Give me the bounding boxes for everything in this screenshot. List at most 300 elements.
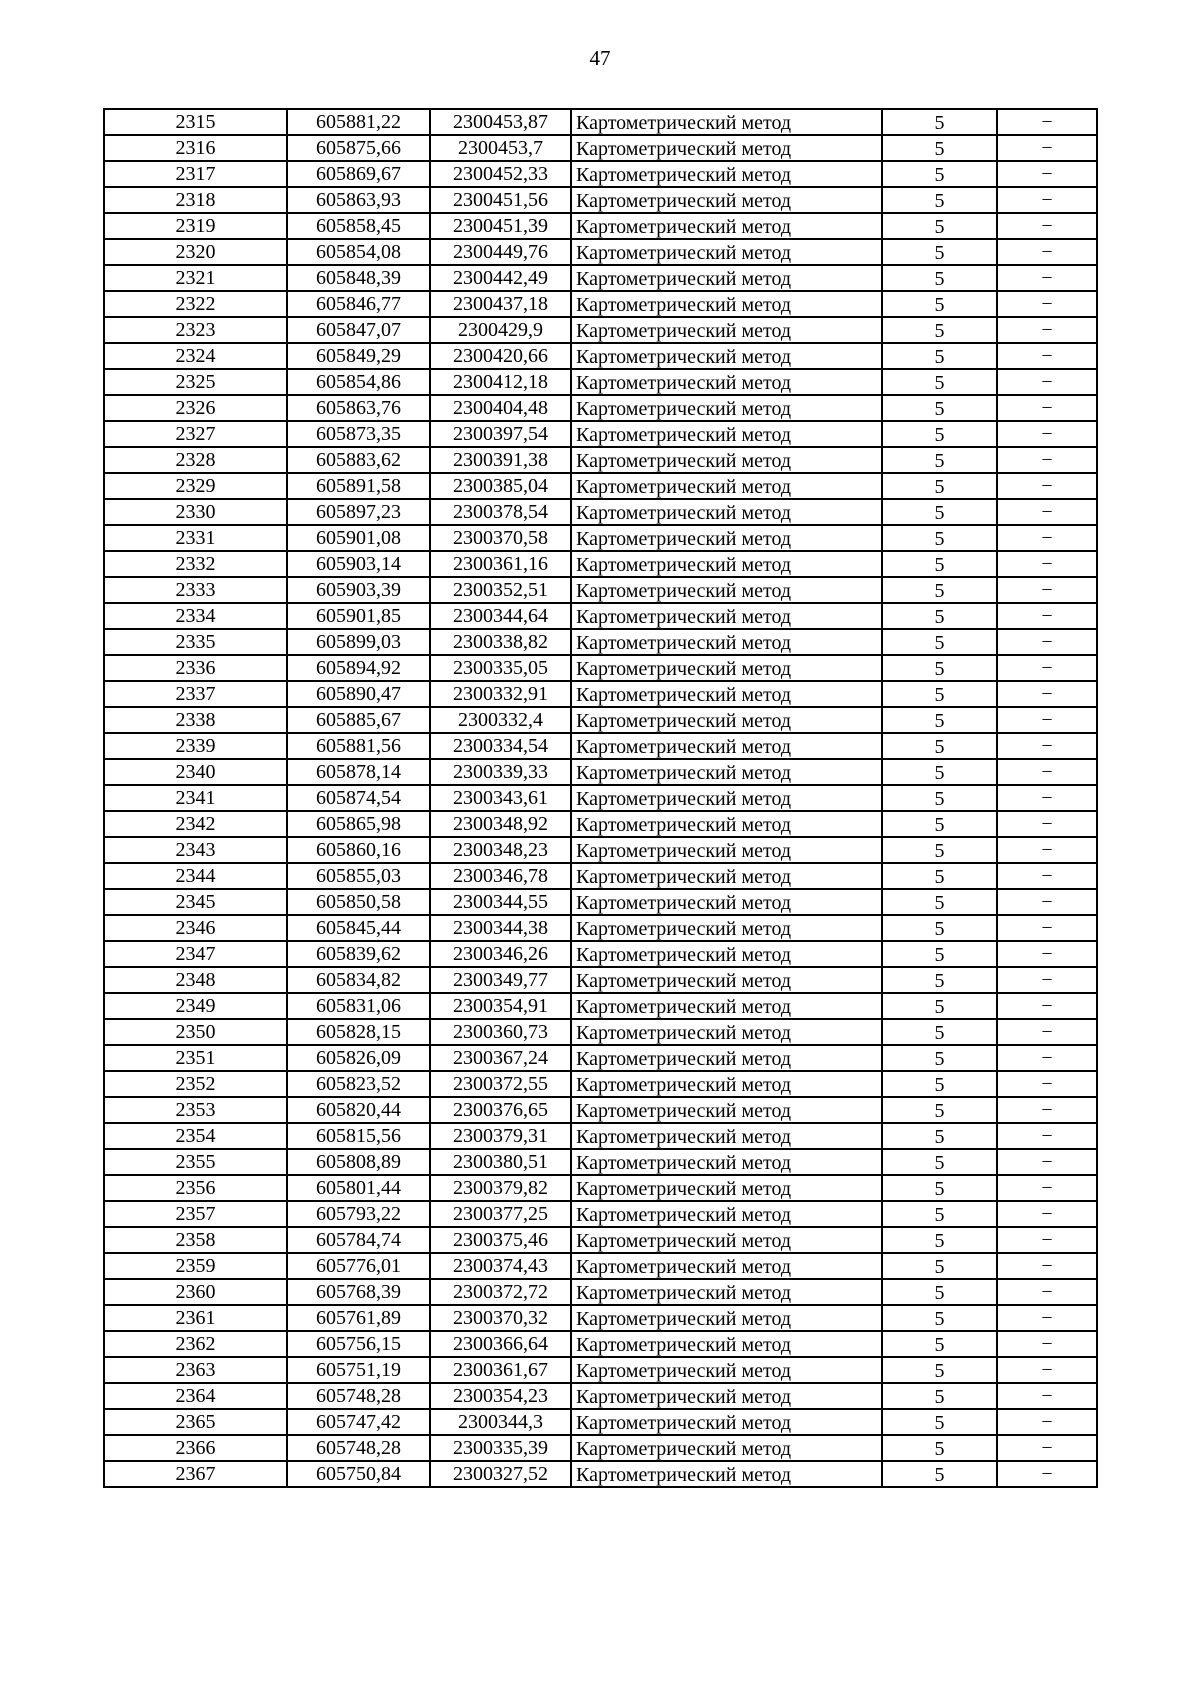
point-number-cell: 2315: [104, 109, 287, 135]
note-cell: −: [997, 343, 1097, 369]
note-cell: −: [997, 1383, 1097, 1409]
accuracy-cell: 5: [882, 421, 997, 447]
x-coordinate-cell: 605834,82: [287, 967, 430, 993]
y-coordinate-cell: 2300360,73: [430, 1019, 571, 1045]
table-row: [104, 603, 1097, 629]
note-cell: −: [997, 1097, 1097, 1123]
method-cell: Картометрический метод: [571, 603, 882, 629]
method-cell: Картометрический метод: [571, 343, 882, 369]
point-number-cell: 2325: [104, 369, 287, 395]
y-coordinate-cell: 2300327,52: [430, 1461, 571, 1487]
x-coordinate-cell: 605863,93: [287, 187, 430, 213]
table-row: [104, 837, 1097, 863]
note-cell: −: [997, 811, 1097, 837]
table-row: [104, 967, 1097, 993]
point-number-cell: 2344: [104, 863, 287, 889]
table-row: [104, 941, 1097, 967]
point-number-cell: 2340: [104, 759, 287, 785]
point-number-cell: 2359: [104, 1253, 287, 1279]
note-cell: −: [997, 993, 1097, 1019]
point-number-cell: 2337: [104, 681, 287, 707]
method-cell: Картометрический метод: [571, 1175, 882, 1201]
point-number-cell: 2353: [104, 1097, 287, 1123]
accuracy-cell: 5: [882, 1305, 997, 1331]
note-cell: −: [997, 1331, 1097, 1357]
y-coordinate-cell: 2300420,66: [430, 343, 571, 369]
y-coordinate-cell: 2300338,82: [430, 629, 571, 655]
x-coordinate-cell: 605865,98: [287, 811, 430, 837]
method-cell: Картометрический метод: [571, 395, 882, 421]
x-coordinate-cell: 605858,45: [287, 213, 430, 239]
table-row: [104, 291, 1097, 317]
x-coordinate-cell: 605850,58: [287, 889, 430, 915]
method-cell: Картометрический метод: [571, 265, 882, 291]
x-coordinate-cell: 605784,74: [287, 1227, 430, 1253]
x-coordinate-cell: 605826,09: [287, 1045, 430, 1071]
table-row: [104, 681, 1097, 707]
table-row: [104, 1097, 1097, 1123]
accuracy-cell: 5: [882, 733, 997, 759]
method-cell: Картометрический метод: [571, 1123, 882, 1149]
accuracy-cell: 5: [882, 473, 997, 499]
x-coordinate-cell: 605860,16: [287, 837, 430, 863]
y-coordinate-cell: 2300378,54: [430, 499, 571, 525]
method-cell: Картометрический метод: [571, 187, 882, 213]
note-cell: −: [997, 915, 1097, 941]
method-cell: Картометрический метод: [571, 785, 882, 811]
method-cell: Картометрический метод: [571, 1435, 882, 1461]
accuracy-cell: 5: [882, 837, 997, 863]
accuracy-cell: 5: [882, 915, 997, 941]
method-cell: Картометрический метод: [571, 1097, 882, 1123]
accuracy-cell: 5: [882, 1409, 997, 1435]
table-row: [104, 109, 1097, 135]
accuracy-cell: 5: [882, 265, 997, 291]
table-row: [104, 317, 1097, 343]
point-number-cell: 2319: [104, 213, 287, 239]
y-coordinate-cell: 2300429,9: [430, 317, 571, 343]
accuracy-cell: 5: [882, 161, 997, 187]
note-cell: −: [997, 473, 1097, 499]
accuracy-cell: 5: [882, 707, 997, 733]
method-cell: Картометрический метод: [571, 967, 882, 993]
table-row: [104, 1071, 1097, 1097]
note-cell: −: [997, 1123, 1097, 1149]
accuracy-cell: 5: [882, 551, 997, 577]
y-coordinate-cell: 2300346,78: [430, 863, 571, 889]
note-cell: −: [997, 759, 1097, 785]
point-number-cell: 2356: [104, 1175, 287, 1201]
point-number-cell: 2331: [104, 525, 287, 551]
table-row: [104, 1045, 1097, 1071]
point-number-cell: 2342: [104, 811, 287, 837]
table-row: [104, 343, 1097, 369]
table-row: [104, 811, 1097, 837]
point-number-cell: 2354: [104, 1123, 287, 1149]
method-cell: Картометрический метод: [571, 447, 882, 473]
note-cell: −: [997, 421, 1097, 447]
x-coordinate-cell: 605793,22: [287, 1201, 430, 1227]
point-number-cell: 2329: [104, 473, 287, 499]
x-coordinate-cell: 605828,15: [287, 1019, 430, 1045]
method-cell: Картометрический метод: [571, 1045, 882, 1071]
accuracy-cell: 5: [882, 525, 997, 551]
method-cell: Картометрический метод: [571, 889, 882, 915]
y-coordinate-cell: 2300397,54: [430, 421, 571, 447]
note-cell: −: [997, 863, 1097, 889]
point-number-cell: 2339: [104, 733, 287, 759]
y-coordinate-cell: 2300346,26: [430, 941, 571, 967]
table-row: [104, 1253, 1097, 1279]
accuracy-cell: 5: [882, 1149, 997, 1175]
x-coordinate-cell: 605883,62: [287, 447, 430, 473]
accuracy-cell: 5: [882, 1279, 997, 1305]
accuracy-cell: 5: [882, 1435, 997, 1461]
y-coordinate-cell: 2300380,51: [430, 1149, 571, 1175]
accuracy-cell: 5: [882, 343, 997, 369]
note-cell: −: [997, 1149, 1097, 1175]
point-number-cell: 2358: [104, 1227, 287, 1253]
note-cell: −: [997, 1201, 1097, 1227]
accuracy-cell: 5: [882, 655, 997, 681]
accuracy-cell: 5: [882, 1123, 997, 1149]
note-cell: −: [997, 655, 1097, 681]
table-row: [104, 1357, 1097, 1383]
accuracy-cell: 5: [882, 1357, 997, 1383]
note-cell: −: [997, 187, 1097, 213]
point-number-cell: 2324: [104, 343, 287, 369]
table-row: [104, 499, 1097, 525]
table-row: [104, 473, 1097, 499]
note-cell: −: [997, 577, 1097, 603]
note-cell: −: [997, 681, 1097, 707]
table-row: [104, 1383, 1097, 1409]
note-cell: −: [997, 213, 1097, 239]
table-row: [104, 1461, 1097, 1487]
method-cell: Картометрический метод: [571, 863, 882, 889]
accuracy-cell: 5: [882, 369, 997, 395]
table-row: [104, 655, 1097, 681]
x-coordinate-cell: 605903,39: [287, 577, 430, 603]
note-cell: −: [997, 707, 1097, 733]
method-cell: Картометрический метод: [571, 941, 882, 967]
x-coordinate-cell: 605891,58: [287, 473, 430, 499]
method-cell: Картометрический метод: [571, 629, 882, 655]
method-cell: Картометрический метод: [571, 837, 882, 863]
accuracy-cell: 5: [882, 317, 997, 343]
accuracy-cell: 5: [882, 889, 997, 915]
point-number-cell: 2335: [104, 629, 287, 655]
method-cell: Картометрический метод: [571, 681, 882, 707]
table-row: [104, 551, 1097, 577]
x-coordinate-cell: 605751,19: [287, 1357, 430, 1383]
y-coordinate-cell: 2300361,16: [430, 551, 571, 577]
note-cell: −: [997, 499, 1097, 525]
table-row: [104, 1279, 1097, 1305]
x-coordinate-cell: 605768,39: [287, 1279, 430, 1305]
x-coordinate-cell: 605748,28: [287, 1435, 430, 1461]
x-coordinate-cell: 605874,54: [287, 785, 430, 811]
note-cell: −: [997, 1435, 1097, 1461]
point-number-cell: 2357: [104, 1201, 287, 1227]
method-cell: Картометрический метод: [571, 1305, 882, 1331]
y-coordinate-cell: 2300379,31: [430, 1123, 571, 1149]
x-coordinate-cell: 605823,52: [287, 1071, 430, 1097]
note-cell: −: [997, 889, 1097, 915]
point-number-cell: 2365: [104, 1409, 287, 1435]
table-row: [104, 1123, 1097, 1149]
accuracy-cell: 5: [882, 213, 997, 239]
method-cell: Картометрический метод: [571, 1383, 882, 1409]
note-cell: −: [997, 1175, 1097, 1201]
method-cell: Картометрический метод: [571, 1409, 882, 1435]
table-row: [104, 1227, 1097, 1253]
note-cell: −: [997, 265, 1097, 291]
method-cell: Картометрический метод: [571, 1019, 882, 1045]
point-number-cell: 2327: [104, 421, 287, 447]
method-cell: Картометрический метод: [571, 1201, 882, 1227]
x-coordinate-cell: 605747,42: [287, 1409, 430, 1435]
point-number-cell: 2350: [104, 1019, 287, 1045]
point-number-cell: 2348: [104, 967, 287, 993]
point-number-cell: 2328: [104, 447, 287, 473]
y-coordinate-cell: 2300374,43: [430, 1253, 571, 1279]
y-coordinate-cell: 2300349,77: [430, 967, 571, 993]
note-cell: −: [997, 447, 1097, 473]
method-cell: Картометрический метод: [571, 655, 882, 681]
table-row: [104, 1149, 1097, 1175]
accuracy-cell: 5: [882, 1097, 997, 1123]
point-number-cell: 2326: [104, 395, 287, 421]
accuracy-cell: 5: [882, 577, 997, 603]
note-cell: −: [997, 369, 1097, 395]
table-row: [104, 629, 1097, 655]
note-cell: −: [997, 1227, 1097, 1253]
point-number-cell: 2364: [104, 1383, 287, 1409]
point-number-cell: 2360: [104, 1279, 287, 1305]
x-coordinate-cell: 605846,77: [287, 291, 430, 317]
table-row: [104, 421, 1097, 447]
note-cell: −: [997, 1253, 1097, 1279]
method-cell: Картометрический метод: [571, 473, 882, 499]
note-cell: −: [997, 837, 1097, 863]
accuracy-cell: 5: [882, 135, 997, 161]
accuracy-cell: 5: [882, 603, 997, 629]
note-cell: −: [997, 551, 1097, 577]
y-coordinate-cell: 2300344,3: [430, 1409, 571, 1435]
y-coordinate-cell: 2300453,87: [430, 109, 571, 135]
table-row: [104, 1175, 1097, 1201]
accuracy-cell: 5: [882, 239, 997, 265]
x-coordinate-cell: 605761,89: [287, 1305, 430, 1331]
x-coordinate-cell: 605839,62: [287, 941, 430, 967]
x-coordinate-cell: 605901,85: [287, 603, 430, 629]
note-cell: −: [997, 395, 1097, 421]
note-cell: −: [997, 1071, 1097, 1097]
method-cell: Картометрический метод: [571, 1071, 882, 1097]
x-coordinate-cell: 605894,92: [287, 655, 430, 681]
method-cell: Картометрический метод: [571, 1149, 882, 1175]
table-row: [104, 733, 1097, 759]
accuracy-cell: 5: [882, 681, 997, 707]
table-row: [104, 1019, 1097, 1045]
table-row: [104, 1305, 1097, 1331]
table-row: [104, 1331, 1097, 1357]
method-cell: Картометрический метод: [571, 1461, 882, 1487]
y-coordinate-cell: 2300367,24: [430, 1045, 571, 1071]
y-coordinate-cell: 2300348,92: [430, 811, 571, 837]
accuracy-cell: 5: [882, 1019, 997, 1045]
method-cell: Картометрический метод: [571, 213, 882, 239]
point-number-cell: 2367: [104, 1461, 287, 1487]
point-number-cell: 2338: [104, 707, 287, 733]
x-coordinate-cell: 605845,44: [287, 915, 430, 941]
method-cell: Картометрический метод: [571, 525, 882, 551]
table-row: [104, 577, 1097, 603]
table-row: [104, 447, 1097, 473]
x-coordinate-cell: 605801,44: [287, 1175, 430, 1201]
y-coordinate-cell: 2300452,33: [430, 161, 571, 187]
x-coordinate-cell: 605847,07: [287, 317, 430, 343]
accuracy-cell: 5: [882, 993, 997, 1019]
point-number-cell: 2330: [104, 499, 287, 525]
point-number-cell: 2347: [104, 941, 287, 967]
y-coordinate-cell: 2300344,38: [430, 915, 571, 941]
method-cell: Картометрический метод: [571, 811, 882, 837]
coordinates-table: [103, 108, 1098, 1488]
note-cell: −: [997, 967, 1097, 993]
accuracy-cell: 5: [882, 291, 997, 317]
x-coordinate-cell: 605848,39: [287, 265, 430, 291]
method-cell: Картометрический метод: [571, 421, 882, 447]
y-coordinate-cell: 2300385,04: [430, 473, 571, 499]
point-number-cell: 2333: [104, 577, 287, 603]
point-number-cell: 2321: [104, 265, 287, 291]
accuracy-cell: 5: [882, 499, 997, 525]
x-coordinate-cell: 605808,89: [287, 1149, 430, 1175]
method-cell: Картометрический метод: [571, 759, 882, 785]
accuracy-cell: 5: [882, 1461, 997, 1487]
x-coordinate-cell: 605899,03: [287, 629, 430, 655]
y-coordinate-cell: 2300335,05: [430, 655, 571, 681]
y-coordinate-cell: 2300404,48: [430, 395, 571, 421]
y-coordinate-cell: 2300391,38: [430, 447, 571, 473]
table-row: [104, 161, 1097, 187]
accuracy-cell: 5: [882, 967, 997, 993]
accuracy-cell: 5: [882, 1331, 997, 1357]
x-coordinate-cell: 605873,35: [287, 421, 430, 447]
y-coordinate-cell: 2300354,91: [430, 993, 571, 1019]
method-cell: Картометрический метод: [571, 369, 882, 395]
note-cell: −: [997, 135, 1097, 161]
x-coordinate-cell: 605750,84: [287, 1461, 430, 1487]
note-cell: −: [997, 733, 1097, 759]
table-row: [104, 265, 1097, 291]
y-coordinate-cell: 2300451,39: [430, 213, 571, 239]
x-coordinate-cell: 605901,08: [287, 525, 430, 551]
note-cell: −: [997, 525, 1097, 551]
table-row: [104, 759, 1097, 785]
y-coordinate-cell: 2300453,7: [430, 135, 571, 161]
accuracy-cell: 5: [882, 1071, 997, 1097]
y-coordinate-cell: 2300332,4: [430, 707, 571, 733]
y-coordinate-cell: 2300372,72: [430, 1279, 571, 1305]
accuracy-cell: 5: [882, 1175, 997, 1201]
y-coordinate-cell: 2300377,25: [430, 1201, 571, 1227]
x-coordinate-cell: 605831,06: [287, 993, 430, 1019]
method-cell: Картометрический метод: [571, 915, 882, 941]
accuracy-cell: 5: [882, 109, 997, 135]
table-row: [104, 785, 1097, 811]
y-coordinate-cell: 2300442,49: [430, 265, 571, 291]
note-cell: −: [997, 1461, 1097, 1487]
point-number-cell: 2349: [104, 993, 287, 1019]
note-cell: −: [997, 1305, 1097, 1331]
point-number-cell: 2361: [104, 1305, 287, 1331]
y-coordinate-cell: 2300339,33: [430, 759, 571, 785]
point-number-cell: 2355: [104, 1149, 287, 1175]
x-coordinate-cell: 605881,56: [287, 733, 430, 759]
point-number-cell: 2363: [104, 1357, 287, 1383]
point-number-cell: 2341: [104, 785, 287, 811]
y-coordinate-cell: 2300449,76: [430, 239, 571, 265]
accuracy-cell: 5: [882, 863, 997, 889]
y-coordinate-cell: 2300437,18: [430, 291, 571, 317]
accuracy-cell: 5: [882, 811, 997, 837]
point-number-cell: 2336: [104, 655, 287, 681]
x-coordinate-cell: 605748,28: [287, 1383, 430, 1409]
point-number-cell: 2345: [104, 889, 287, 915]
method-cell: Картометрический метод: [571, 707, 882, 733]
point-number-cell: 2332: [104, 551, 287, 577]
note-cell: −: [997, 1019, 1097, 1045]
accuracy-cell: 5: [882, 1227, 997, 1253]
point-number-cell: 2318: [104, 187, 287, 213]
y-coordinate-cell: 2300370,32: [430, 1305, 571, 1331]
point-number-cell: 2346: [104, 915, 287, 941]
method-cell: Картометрический метод: [571, 551, 882, 577]
method-cell: Картометрический метод: [571, 317, 882, 343]
accuracy-cell: 5: [882, 941, 997, 967]
note-cell: −: [997, 317, 1097, 343]
x-coordinate-cell: 605903,14: [287, 551, 430, 577]
y-coordinate-cell: 2300344,64: [430, 603, 571, 629]
note-cell: −: [997, 785, 1097, 811]
note-cell: −: [997, 1357, 1097, 1383]
point-number-cell: 2320: [104, 239, 287, 265]
note-cell: −: [997, 941, 1097, 967]
table-row: [104, 889, 1097, 915]
note-cell: −: [997, 239, 1097, 265]
point-number-cell: 2351: [104, 1045, 287, 1071]
method-cell: Картометрический метод: [571, 135, 882, 161]
table-row: [104, 915, 1097, 941]
accuracy-cell: 5: [882, 187, 997, 213]
note-cell: −: [997, 161, 1097, 187]
x-coordinate-cell: 605849,29: [287, 343, 430, 369]
x-coordinate-cell: 605869,67: [287, 161, 430, 187]
note-cell: −: [997, 1045, 1097, 1071]
y-coordinate-cell: 2300451,56: [430, 187, 571, 213]
x-coordinate-cell: 605854,86: [287, 369, 430, 395]
accuracy-cell: 5: [882, 395, 997, 421]
y-coordinate-cell: 2300332,91: [430, 681, 571, 707]
x-coordinate-cell: 605855,03: [287, 863, 430, 889]
y-coordinate-cell: 2300366,64: [430, 1331, 571, 1357]
x-coordinate-cell: 605776,01: [287, 1253, 430, 1279]
method-cell: Картометрический метод: [571, 993, 882, 1019]
accuracy-cell: 5: [882, 1045, 997, 1071]
